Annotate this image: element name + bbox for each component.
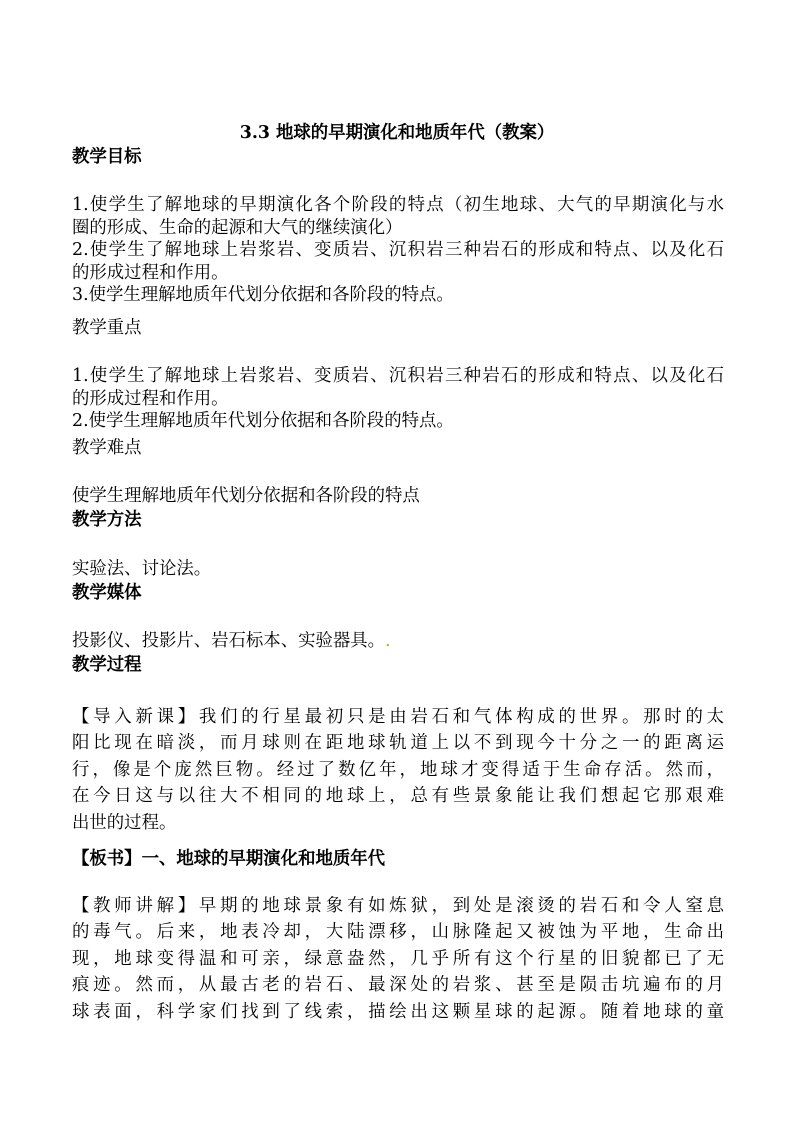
- key-point-1-line-2: 的形成过程和作用。: [72, 388, 229, 409]
- intro-line-5: 出世的过程。: [72, 812, 177, 833]
- media-heading: 教学媒体: [72, 583, 142, 603]
- intro-line-1: 【导入新课】我们的行星最初只是由岩石和气体构成的世界。那时的太: [72, 707, 724, 727]
- difficulties-body: [72, 485, 724, 508]
- methods-section: [72, 509, 724, 532]
- document-title: 3.3 地球的早期演化和地质年代（教案）: [239, 123, 555, 143]
- key-point-2: 2.使学生理解地质年代划分依据和各阶段的特点。: [72, 411, 454, 432]
- media-body: [72, 630, 724, 653]
- board-text: 【板书】一、地球的早期演化和地质年代: [72, 849, 386, 869]
- objectives-section: [72, 146, 724, 169]
- objectives-heading: 教学目标: [72, 147, 142, 167]
- decorative-dot-icon: .: [385, 631, 391, 651]
- process-heading: 教学过程: [72, 655, 142, 675]
- methods-body: [72, 558, 724, 581]
- objective-item-1-line-1: 1.使学生了解地球的早期演化各个阶段的特点（初生地球、大气的早期演化与水: [72, 195, 724, 215]
- key-points-list: [72, 365, 724, 433]
- media-section: [72, 582, 724, 605]
- intro-line-4: 在今日这与以往大不相同的地球上，总有些景象能让我们想起它那艰难: [72, 786, 724, 807]
- process-section: [72, 654, 724, 677]
- teacher-line-4: 痕迹。然而，从最古老的岩石、最深处的岩浆、甚至是陨击坑遍布的月: [72, 975, 724, 996]
- teacher-line-3: 现，地球变得温和可亲，绿意盎然，几乎所有这个行星的旧貌都已了无: [72, 948, 724, 969]
- teacher-line-1: 【教师讲解】早期的地球景象有如炼狱，到处是滚烫的岩石和令人窒息: [72, 896, 724, 916]
- key-points-section: [72, 317, 724, 340]
- intro-paragraph: [72, 704, 724, 836]
- media-text-line: [72, 630, 724, 653]
- objective-item-2-line-1: 2.使学生了解地球上岩浆岩、变质岩、沉积岩三种岩石的形成和特点、以及化石: [72, 240, 724, 261]
- teacher-paragraph: [72, 893, 724, 1025]
- methods-text: 实验法、讨论法。: [72, 559, 212, 579]
- media-text: 投影仪、投影片、岩石标本、实验器具。: [72, 631, 386, 651]
- intro-line-2: 阳比现在暗淡，而月球则在距地球轨道上以不到现今十分之一的距离运: [72, 733, 724, 754]
- difficulties-heading: 教学难点: [72, 438, 142, 458]
- objective-item-1-line-2: 圈的形成、生命的起源和大气的继续演化）: [72, 217, 403, 238]
- methods-heading: 教学方法: [72, 510, 142, 530]
- objectives-list: [72, 194, 724, 307]
- objective-item-3: 3.使学生理解地质年代划分依据和各阶段的特点。: [72, 285, 454, 306]
- teacher-line-5: 球表面，科学家们找到了线索，描绘出这颗星球的起源。随着地球的童: [72, 1001, 724, 1022]
- board-note: [72, 846, 724, 872]
- key-point-1-line-1: 1.使学生了解地球上岩浆岩、变质岩、沉积岩三种岩石的形成和特点、以及化石: [72, 366, 724, 386]
- difficulties-text: 使学生理解地质年代划分依据和各阶段的特点: [72, 486, 420, 506]
- difficulties-section: [72, 437, 724, 460]
- objective-item-2-line-2: 的形成过程和作用。: [72, 262, 229, 283]
- key-points-heading: 教学重点: [72, 318, 142, 338]
- teacher-line-2: 的毒气。后来，地表冷却，大陆漂移，山脉隆起又被蚀为平地，生命出: [72, 922, 724, 943]
- intro-line-3: 行，像是个庞然巨物。经过了数亿年，地球才变得适于生命存活。然而，: [72, 759, 724, 780]
